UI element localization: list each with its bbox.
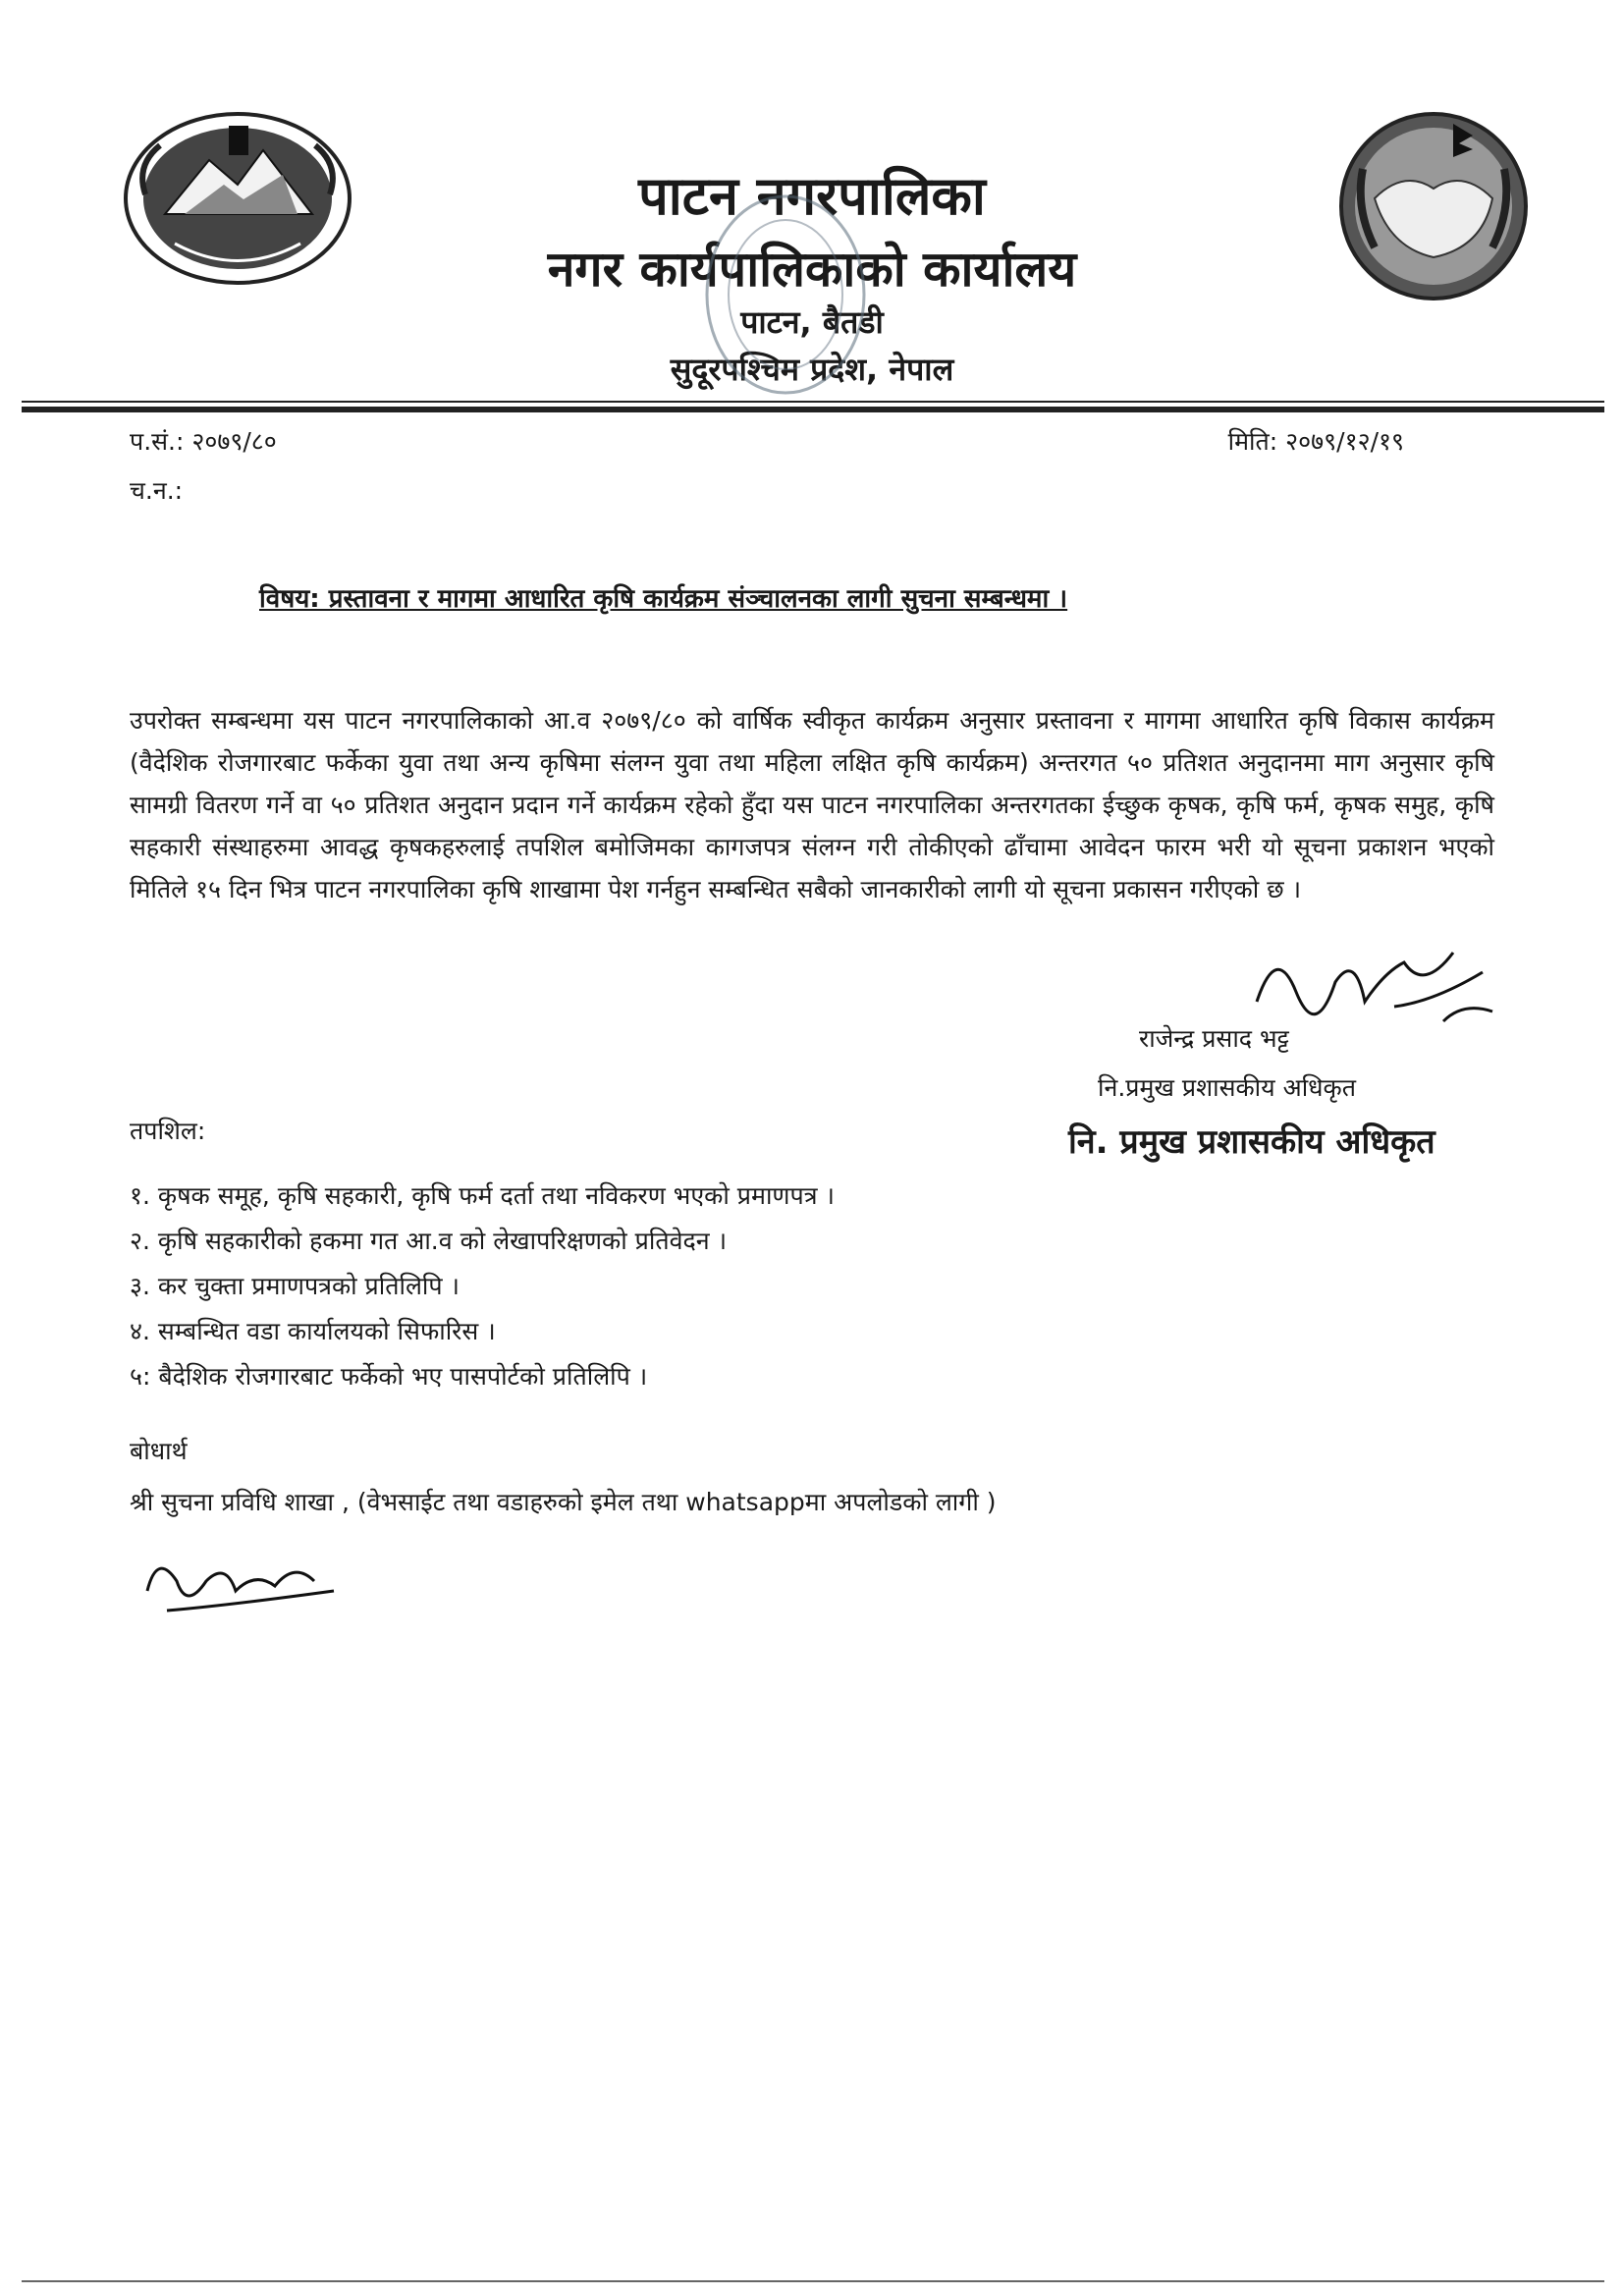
list-item: १. कृषक समूह, कृषि सहकारी, कृषि फर्म दर्ता तथा नविकरण भएको प्रमाणपत्र । <box>130 1181 835 1210</box>
bodhartha-heading: बोधार्थ <box>130 1437 188 1465</box>
list-item: २. कृषि सहकारीको हकमा गत आ.व को लेखापरिक्षणको प्रतिवेदन । <box>130 1227 728 1255</box>
header-rule-thin <box>22 401 1604 403</box>
list-item: ३. कर चुक्ता प्रमाणपत्रको प्रतिलिपि । <box>130 1272 460 1300</box>
nepal-government-emblem-icon <box>116 106 359 291</box>
footer-rule <box>22 2280 1604 2282</box>
tapsil-heading: तपशिल: <box>130 1117 206 1145</box>
office-name: नगर कार्यपालिकाको कार्यालय <box>547 241 1077 298</box>
signatory-title: नि.प्रमुख प्रशासकीय अधिकृत <box>1098 1073 1356 1102</box>
province-country: सुदूरपश्चिम प्रदेश, नेपाल <box>670 351 954 388</box>
subject-line: विषय: प्रस्तावना र मागमा आधारित कृषि कार्यक्रम संञ्चालनका लागी सुचना सम्बन्धमा । <box>259 584 1068 614</box>
reference-number: प.सं.: २०७९/८० <box>130 427 277 456</box>
municipality-name: पाटन नगरपालिका <box>638 165 986 227</box>
notice-body: उपरोक्त सम्बन्धमा यस पाटन नगरपालिकाको आ.व २०७९/८० को वार्षिक स्वीकृत कार्यक्रम अनुसार प्रस्तावना र मागमा आधारित कृषि विकास कार्यक्रम (वैदेशिक रोजगारबाट फर्केका युवा तथा अन्य कृषिमा संलग्न युवा तथा महिला लक्षित कृषि कार्यक्रम) अन्तरगत ५० प्रतिशत अनुदानमा माग अनुसार कृषि सामग्री वितरण गर्ने वा ५० प्रतिशत अनुदान प्रदान गर्ने कार्यक्रम रहेको हुँदा यस पाटन नगरपालिका अन्तरगतका ईच्छुक कृषक, कृषि फर्म, कृषक समुह, कृषि सहकारी संस्थाहरुमा आवद्ध कृषकहरुलाई तपशिल बमोजिमका कागजपत्र संलग्न गरी तोकीएको ढाँचामा आवेदन फारम भरी यो सूचना प्रकाशन भएको मितिले १५ दिन भित्र पाटन नगरपालिका कृषि शाखामा पेश गर्नहुन सम्बन्धित सबैको जानकारीको लागी यो सूचना प्रकासन गरीएको छ । <box>130 706 1494 903</box>
bodhartha-line: श्री सुचना प्रविधि शाखा , (वेभसाईट तथा वडाहरुको इमेल तथा whatsappमा अपलोडको लागी ) <box>130 1488 997 1516</box>
list-item: ५: बैदेशिक रोजगारबाट फर्केको भए पासपोर्टको प्रतिलिपि । <box>130 1362 648 1391</box>
letter-date: मिति: २०७९/१२/१९ <box>1227 427 1404 456</box>
header-rule-thick <box>22 407 1604 412</box>
signature-date <box>1375 992 1380 993</box>
nepal-map-emblem-icon <box>1335 110 1532 302</box>
office-stamp-icon <box>687 187 884 403</box>
office-address: पाटन, बैतडी <box>740 303 884 341</box>
dispatch-number: च.न.: <box>130 476 184 505</box>
signatory-stamp: नि. प्रमुख प्रशासकीय अधिकृत <box>1068 1122 1435 1162</box>
signatory-name: राजेन्द्र प्रसाद भट्ट <box>1139 1024 1289 1053</box>
list-item: ४. सम्बन्धित वडा कार्यालयको सिफारिस । <box>130 1317 496 1345</box>
initials-signature-icon <box>137 1542 344 1630</box>
